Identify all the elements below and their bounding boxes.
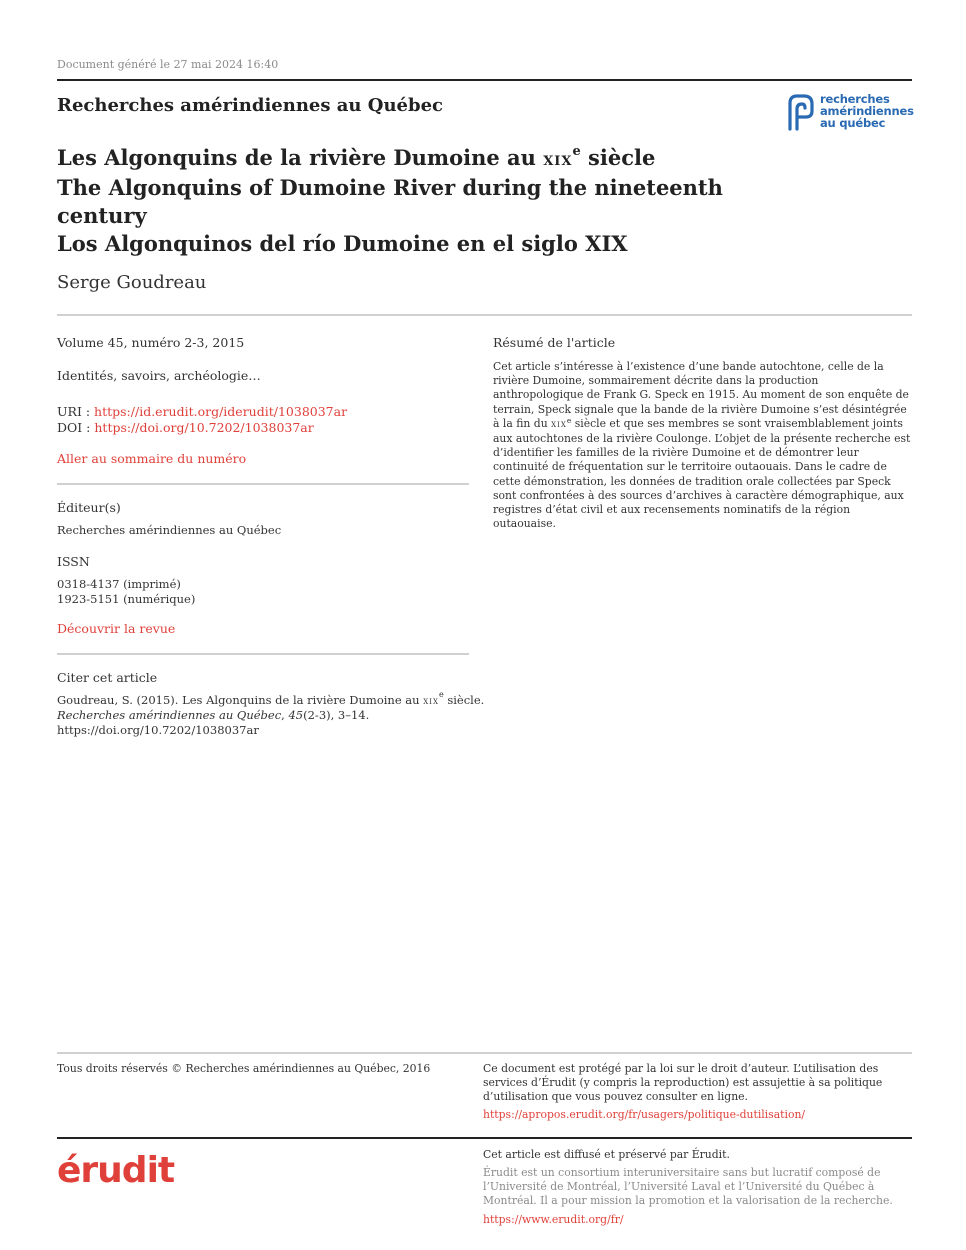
issn-heading: ISSN: [57, 554, 90, 569]
section-divider: [57, 483, 469, 485]
footer-divider: [57, 1052, 912, 1054]
journal-logo-icon: [786, 93, 816, 131]
doi-link[interactable]: https://doi.org/10.7202/1038037ar: [94, 420, 314, 435]
abstract-heading: Résumé de l'article: [493, 335, 616, 350]
citation-line-1: Goudreau, S. (2015). Les Algonquins de la rivière Dumoine au xix$^e$ siècle.: [57, 690, 485, 707]
footer-divider-dark: [57, 1137, 912, 1139]
issue-theme: Identités, savoirs, archéologie…: [57, 368, 261, 383]
erudit-logo[interactable]: érudit: [57, 1150, 175, 1191]
cite-heading: Citer cet article: [57, 670, 158, 685]
issn-digital: 1923-5151 (numérique): [57, 592, 196, 606]
toc-link[interactable]: Aller au sommaire du numéro: [57, 451, 247, 466]
doi-row: [57, 420, 314, 435]
legal-notice: Ce document est protégé par la loi sur le droit d’auteur. L’utilisation des services d’Érudit (y compris la reproduction) est assujettie à sa politique d’utilisation que vous pouvez consulter en ligne.: [483, 1062, 883, 1104]
header-divider: [57, 314, 912, 316]
logo-line-2: amérindiennes: [820, 104, 914, 118]
copyright-notice: Tous droits réservés © Recherches amérindiennes au Québec, 2016: [57, 1062, 431, 1075]
citation-line-2: Recherches amérindiennes au Québec, 45(2-3), 3–14.: [57, 708, 370, 722]
title-es: Los Algonquinos del río Dumoine en el siglo XIX: [57, 231, 628, 256]
doi-label: DOI :: [57, 420, 95, 435]
title-fr: Les Algonquins de la rivière Dumoine au xix$^e$ siècle: [57, 144, 656, 170]
author-name: Serge Goudreau: [57, 272, 207, 293]
publisher-name: Recherches amérindiennes au Québec: [57, 523, 282, 537]
discover-journal-link[interactable]: Découvrir la revue: [57, 621, 176, 636]
article-titles: [57, 144, 757, 258]
title-en: The Algonquins of Dumoine River during the nineteenth century: [57, 175, 723, 228]
journal-logo[interactable]: [786, 93, 916, 133]
uri-label: URI :: [57, 404, 95, 419]
logo-line-3: au québec: [820, 116, 886, 130]
issn-print: 0318-4137 (imprimé): [57, 577, 181, 591]
publisher-heading: Éditeur(s): [57, 500, 121, 515]
consortium-notice: Érudit est un consortium interuniversitaire sans but lucratif composé de l’Université de Montréal, l’Université Laval et l’Université du Québec à Montréal. Il a pour mission la promotion et la valorisation de la recherche.: [483, 1166, 893, 1208]
citation-doi[interactable]: https://doi.org/10.7202/1038037ar: [57, 723, 259, 737]
usage-policy-link[interactable]: https://apropos.erudit.org/fr/usagers/politique-dutilisation/: [483, 1108, 806, 1121]
logo-line-1: recherches: [820, 92, 890, 106]
section-divider: [57, 653, 469, 655]
erudit-website-link[interactable]: https://www.erudit.org/fr/: [483, 1213, 624, 1226]
diffusion-notice: Cet article est diffusé et préservé par Érudit.: [483, 1148, 730, 1161]
generation-date: Document généré le 27 mai 2024 16:40: [57, 58, 279, 71]
uri-link[interactable]: https://id.erudit.org/iderudit/1038037ar: [94, 404, 348, 419]
issue-volume: Volume 45, numéro 2-3, 2015: [57, 335, 245, 350]
journal-name: Recherches amérindiennes au Québec: [57, 95, 443, 116]
top-divider: [57, 79, 912, 81]
abstract-text: Cet article s’intéresse à l’existence d’une bande autochtone, celle de la rivière Dumoine, sommairement décrite dans la production anthropologique de Frank G. Speck en 1915. Au moment de son enquête de terrain, Speck signale que la bande de la rivière Dumoine s’est désintégrée à la fin du xix$^e$ siècle et que ses membres se sont vraisemblablement joints aux autochtones de la rivière Coulonge. L’objet de la présente recherche est d’identifier les familles de la rivière Dumoine et de démontrer leur continuité de fréquentation sur le territoire outaouais. Dans le cadre de cette démonstration, les données de tradition orale collectées par Speck sont confrontées à des sources d’archives à caractère démographique, aux registres d’état civil et aux recensements nominatifs de la région outaouaise.: [493, 360, 911, 531]
uri-row: [57, 404, 347, 419]
